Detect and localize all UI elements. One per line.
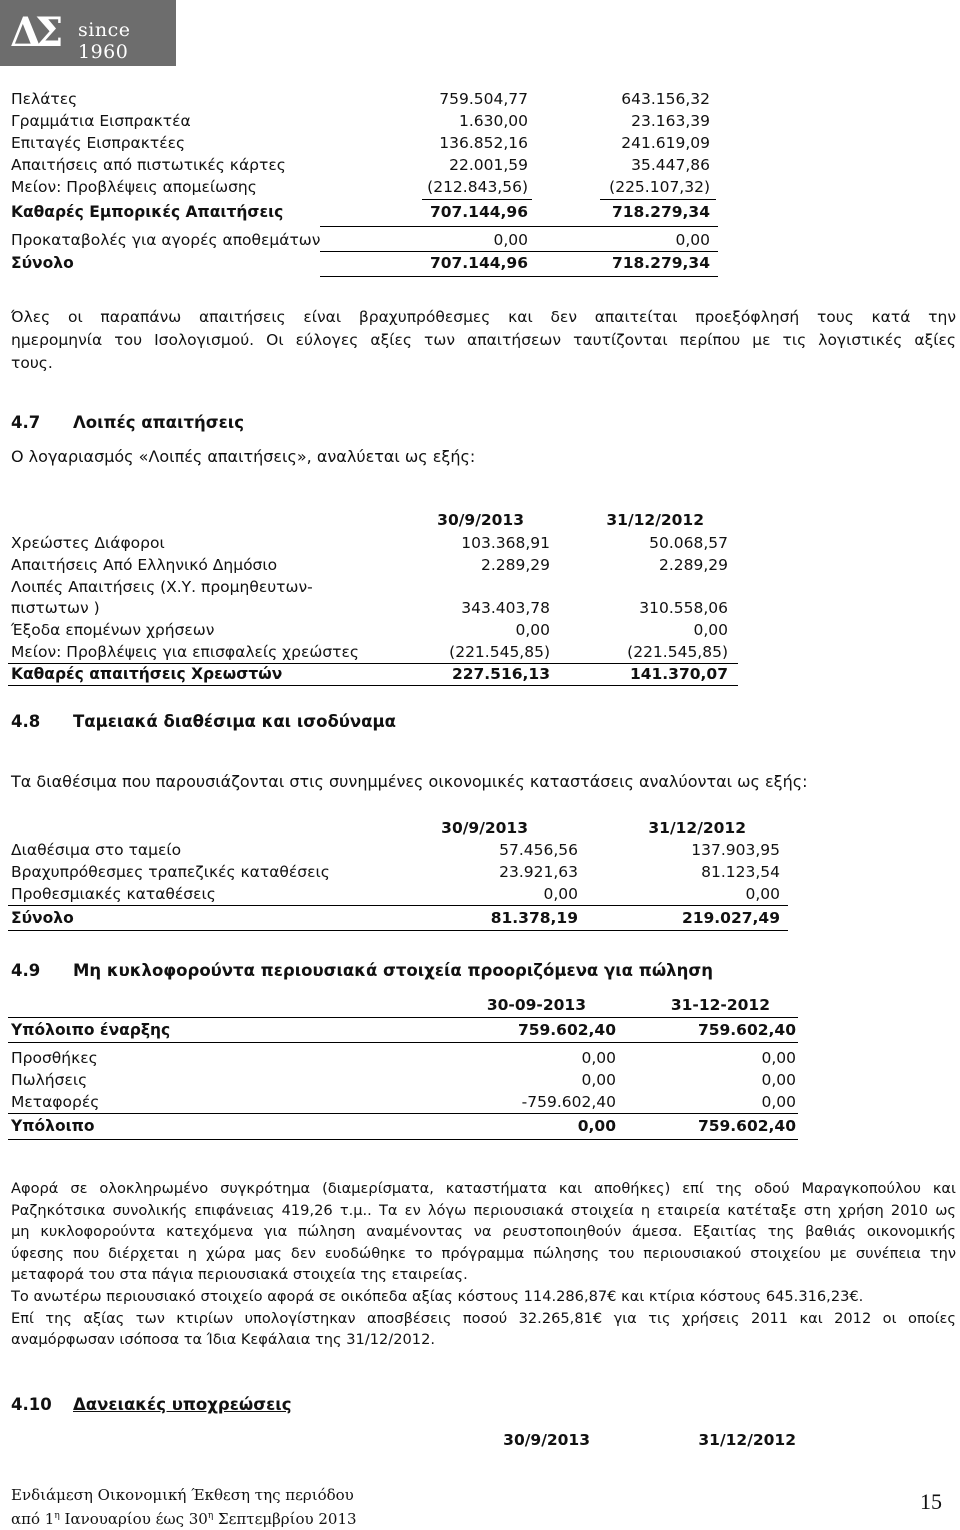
row-value-2013: 759.504,77 xyxy=(439,90,528,108)
opening-balance-2013: 759.602,40 xyxy=(517,1021,616,1039)
column-header-2012: 31/12/2012 xyxy=(606,511,704,529)
row-value-2013: (221.545,85) xyxy=(449,643,550,661)
section-heading-4-9 xyxy=(11,961,713,980)
row-label: Πωλήσεις xyxy=(11,1071,88,1089)
underline xyxy=(8,1017,798,1018)
advances-2012: 0,00 xyxy=(675,231,710,249)
paragraph-line: ύφεσης που διέρχεται η χώρα μας δεν ευοδώθηκε το πρόγραμμα πώλησης του περιουσιακού στοιχείου με συνέπεια την xyxy=(11,1244,956,1262)
total-2012: 141.370,07 xyxy=(629,665,728,683)
row-value-2012: 2.289,29 xyxy=(658,556,728,574)
paragraph-line: Το ανωτέρω περιουσιακό στοιχείο αφορά σε οικόπεδα αξίας κόστους 114.286,87€ και κτίρια κόστους 645.316,23€. xyxy=(11,1287,864,1305)
paragraph-line: τους. xyxy=(11,354,53,372)
row-value-2012: 0,00 xyxy=(761,1049,796,1067)
row-label: Χρεώστες Διάφοροι xyxy=(11,534,165,552)
row-label: Προθεσμιακές καταθέσεις xyxy=(11,885,216,903)
net-trade-receivables-2013: 707.144,96 xyxy=(429,203,528,221)
underline xyxy=(320,276,718,277)
paragraph-line: μη κυκλοφορούντα κατεχόμενα για πώληση αναμένοντας να ρευστοποιηθούν άμεσα. Εξαιτίας της βαθιάς οικονομικής xyxy=(11,1223,956,1241)
page-footer xyxy=(11,1485,357,1530)
row-label: Επιταγές Εισπρακτέες xyxy=(11,134,186,152)
section-number: 4.10 xyxy=(11,1395,52,1414)
row-label: Απαιτήσεις Από Ελληνικό Δημόσιο xyxy=(11,556,278,574)
underline xyxy=(8,663,738,664)
section-number: 4.7 xyxy=(11,413,41,432)
footer-report-title: Ενδιάμεση Οικονομική Έκθεση της περιόδου xyxy=(11,1486,354,1504)
column-header-2012: 31/12/2012 xyxy=(698,1431,796,1449)
underline xyxy=(8,685,738,686)
section-heading-4-10 xyxy=(11,1395,291,1414)
total-2013: 707.144,96 xyxy=(429,254,528,272)
underline xyxy=(600,199,716,200)
total-label: Σύνολο xyxy=(11,254,74,272)
net-trade-receivables-label: Καθαρές Εμπορικές Απαιτήσεις xyxy=(11,203,284,221)
company-logo xyxy=(0,0,176,66)
column-header-2013: 30/9/2013 xyxy=(441,819,528,837)
row-value-2013: (212.843,56) xyxy=(427,178,528,196)
column-header-2013: 30/9/2013 xyxy=(437,511,524,529)
underline xyxy=(8,905,788,906)
underline xyxy=(8,1042,798,1043)
section-title: Ταμειακά διαθέσιμα και ισοδύναμα xyxy=(73,712,396,731)
row-value-2013: 343.403,78 xyxy=(461,599,550,617)
section-intro: Ο λογαριασμός «Λοιπές απαιτήσεις», αναλύεται ως εξής: xyxy=(11,447,476,466)
closing-balance-label: Υπόλοιπο xyxy=(11,1117,95,1135)
row-value-2013: 2.289,29 xyxy=(480,556,550,574)
row-label: Λοιπές Απαιτήσεις (Χ.Υ. προμηθευτων- xyxy=(11,578,313,596)
paragraph-line: ημερομηνία του Ισολογισμού. Οι εύλογες αξίες των απαιτήσεων ταυτίζονται περίπου με τις λογιστικές αξίες xyxy=(11,331,956,349)
held-for-sale-note-paragraph xyxy=(11,1178,956,1351)
page-number: 15 xyxy=(920,1489,942,1514)
closing-balance-2012: 759.602,40 xyxy=(697,1117,796,1135)
row-label: Απαιτήσεις από πιστωτικές κάρτες xyxy=(11,156,286,174)
advances-2013: 0,00 xyxy=(493,231,528,249)
logo-mark: ΔΣ xyxy=(10,9,58,56)
row-value-2012: 0,00 xyxy=(761,1071,796,1089)
row-value-2013: -759.602,40 xyxy=(521,1093,616,1111)
row-label-continued: πιστωτων ) xyxy=(11,599,100,617)
opening-balance-label: Υπόλοιπο έναρξης xyxy=(11,1021,171,1039)
paragraph-line: αναμόρφωσαν ισόποσα τα Ίδια Κεφάλαια της 31/12/2012. xyxy=(11,1331,435,1349)
row-value-2012: 137.903,95 xyxy=(691,841,780,859)
closing-balance-2013: 0,00 xyxy=(577,1117,616,1135)
section-intro: Τα διαθέσιμα που παρουσιάζονται στις συνημμένες οικονομικές καταστάσεις αναλύονται ως εξής: xyxy=(11,772,808,791)
footer-period: από $1^\eta$ Ιανουαρίου έως $30^\eta$ Σεπτεμβρίου 2013 xyxy=(11,1510,357,1528)
row-value-2013: 0,00 xyxy=(581,1071,616,1089)
row-value-2013: 22.001,59 xyxy=(449,156,528,174)
row-value-2012: 0,00 xyxy=(693,621,728,639)
row-value-2012: 643.156,32 xyxy=(621,90,710,108)
row-value-2012: 0,00 xyxy=(745,885,780,903)
row-value-2013: 1.630,00 xyxy=(458,112,528,130)
row-label: Διαθέσιμα στο ταμείο xyxy=(11,841,182,859)
row-label: Πελάτες xyxy=(11,90,78,108)
underline xyxy=(320,251,718,252)
row-value-2012: 35.447,86 xyxy=(631,156,710,174)
row-value-2012: (225.107,32) xyxy=(609,178,710,196)
row-value-2012: 81.123,54 xyxy=(701,863,780,881)
row-value-2012: 0,00 xyxy=(761,1093,796,1111)
paragraph-line: Αφορά σε ολοκληρωμένο συγκρότημα (διαμερίσματα, καταστήματα και αποθήκες) επί της οδού Μαραγκοπούλου και xyxy=(11,1180,956,1197)
row-value-2012: 310.558,06 xyxy=(639,599,728,617)
row-value-2013: 57.456,56 xyxy=(499,841,578,859)
total-label: Σύνολο xyxy=(11,909,74,927)
column-header-2013: 30/9/2013 xyxy=(503,1431,590,1449)
total-2012: 718.279,34 xyxy=(611,254,710,272)
section-title: Δανειακές υποχρεώσεις xyxy=(73,1395,292,1414)
total-2012: 219.027,49 xyxy=(681,909,780,927)
row-label: Μείον: Προβλέψεις για επισφαλείς χρεώστες xyxy=(11,643,359,661)
section-title: Μη κυκλοφορούντα περιουσιακά στοιχεία προοριζόμενα για πώληση xyxy=(73,961,713,980)
row-label: Έξοδα επομένων χρήσεων xyxy=(11,621,215,639)
opening-balance-2012: 759.602,40 xyxy=(697,1021,796,1039)
column-header-2013: 30-09-2013 xyxy=(486,996,586,1014)
row-value-2012: (221.545,85) xyxy=(627,643,728,661)
logo-since-text: since 1960 xyxy=(78,19,131,63)
paragraph-line: Επί της αξίας των κτιρίων υπολογίστηκαν αποσβέσεις ποσού 32.265,81€ για τις χρήσεις 2011 και 2012 οι οποίες xyxy=(11,1309,956,1327)
total-2013: 227.516,13 xyxy=(451,665,550,683)
paragraph-line: Ραζηκότσικα συνολικής επιφάνειας 419,26 τ.μ.. Τα εν λόγω περιουσιακά στοιχεία η εταιρεία κατέταξε στη χρήση 2010 ως xyxy=(11,1201,956,1219)
row-value-2012: 241.619,09 xyxy=(621,134,710,152)
underline xyxy=(8,1139,798,1140)
paragraph-line: μεταφορά του στα πάγια περιουσιακά στοιχεία της εταιρείας. xyxy=(11,1266,468,1284)
underline xyxy=(320,226,718,227)
row-value-2013: 103.368,91 xyxy=(461,534,550,552)
row-value-2013: 0,00 xyxy=(581,1049,616,1067)
total-label: Καθαρές απαιτήσεις Χρεωστών xyxy=(11,665,283,683)
receivables-note-paragraph xyxy=(11,306,956,375)
row-label: Γραμμάτια Εισπρακτέα xyxy=(11,112,191,130)
advances-label: Προκαταβολές για αγορές αποθεμάτων xyxy=(11,231,321,249)
row-value-2013: 23.921,63 xyxy=(499,863,578,881)
section-heading-4-7 xyxy=(11,413,244,432)
row-value-2012: 50.068,57 xyxy=(649,534,728,552)
row-label: Βραχυπρόθεσμες τραπεζικές καταθέσεις xyxy=(11,863,330,881)
column-header-2012: 31-12-2012 xyxy=(670,996,770,1014)
row-value-2013: 0,00 xyxy=(515,621,550,639)
underline xyxy=(8,930,788,931)
total-2013: 81.378,19 xyxy=(490,909,578,927)
row-label: Προσθήκες xyxy=(11,1049,98,1067)
section-title: Λοιπές απαιτήσεις xyxy=(73,413,244,432)
row-value-2013: 0,00 xyxy=(543,885,578,903)
row-label: Μεταφορές xyxy=(11,1093,100,1111)
row-value-2013: 136.852,16 xyxy=(439,134,528,152)
net-trade-receivables-2012: 718.279,34 xyxy=(611,203,710,221)
section-number: 4.9 xyxy=(11,961,41,980)
underline xyxy=(8,1113,798,1114)
section-number: 4.8 xyxy=(11,712,41,731)
column-header-2012: 31/12/2012 xyxy=(648,819,746,837)
row-value-2012: 23.163,39 xyxy=(631,112,710,130)
paragraph-line: Όλες οι παραπάνω απαιτήσεις είναι βραχυπρόθεσμες και δεν απαιτείται προεξόφλησή τους κατά την xyxy=(11,308,956,326)
underline xyxy=(422,199,532,200)
section-heading-4-8 xyxy=(11,712,396,731)
row-label: Μείον: Προβλέψεις απομείωσης xyxy=(11,178,257,196)
